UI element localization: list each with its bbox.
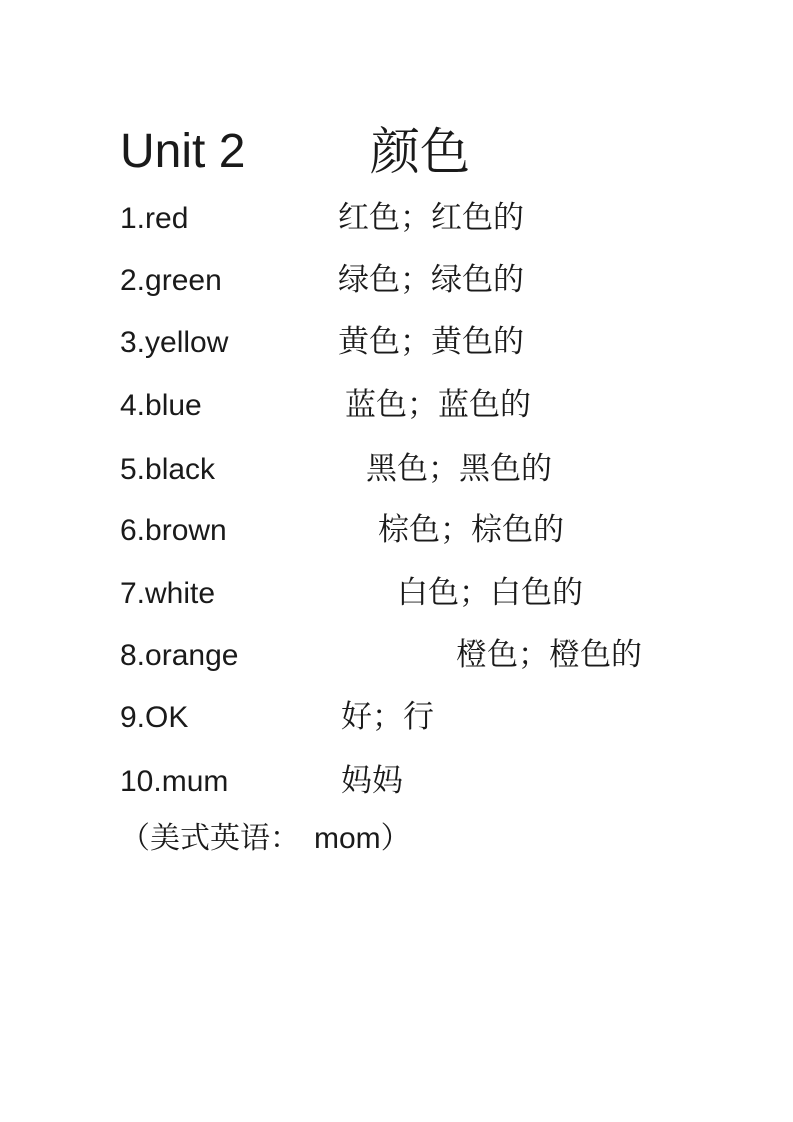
vocab-meaning: 棕色；棕色的 bbox=[378, 512, 564, 548]
vocab-meaning: 绿色；绿色的 bbox=[338, 262, 524, 298]
note-prefix: （美式英语： bbox=[120, 821, 300, 856]
vocab-meaning: 黄色；黄色的 bbox=[338, 324, 524, 360]
vocab-word: 6.brown bbox=[120, 514, 227, 547]
vocab-word: 7.white bbox=[120, 577, 216, 610]
note-word: mom bbox=[314, 822, 381, 855]
vocab-word: 4.blue bbox=[120, 389, 202, 422]
unit-title: Unit 2 bbox=[120, 125, 246, 178]
vocab-word: 5.black bbox=[120, 453, 216, 486]
vocab-meaning: 黑色；黑色的 bbox=[366, 451, 552, 487]
topic-title: 颜色 bbox=[370, 123, 470, 181]
vocab-meaning: 白色；白色的 bbox=[397, 575, 583, 611]
vocab-meaning: 橙色；橙色的 bbox=[456, 637, 642, 673]
vocab-meaning: 好；行 bbox=[341, 699, 434, 735]
vocab-meaning: 妈妈 bbox=[341, 763, 403, 799]
vocab-word: 3.yellow bbox=[120, 326, 229, 359]
vocab-word: 8.orange bbox=[120, 639, 239, 672]
american-english-note bbox=[120, 821, 411, 857]
vocab-word: 1.red bbox=[120, 202, 189, 235]
note-suffix: ） bbox=[380, 821, 411, 856]
vocab-meaning: 红色；红色的 bbox=[338, 200, 524, 236]
vocab-word: 9.OK bbox=[120, 701, 189, 734]
vocab-meaning: 蓝色；蓝色的 bbox=[345, 387, 531, 423]
vocab-word: 10.mum bbox=[120, 765, 229, 798]
vocab-word: 2.green bbox=[120, 264, 222, 297]
